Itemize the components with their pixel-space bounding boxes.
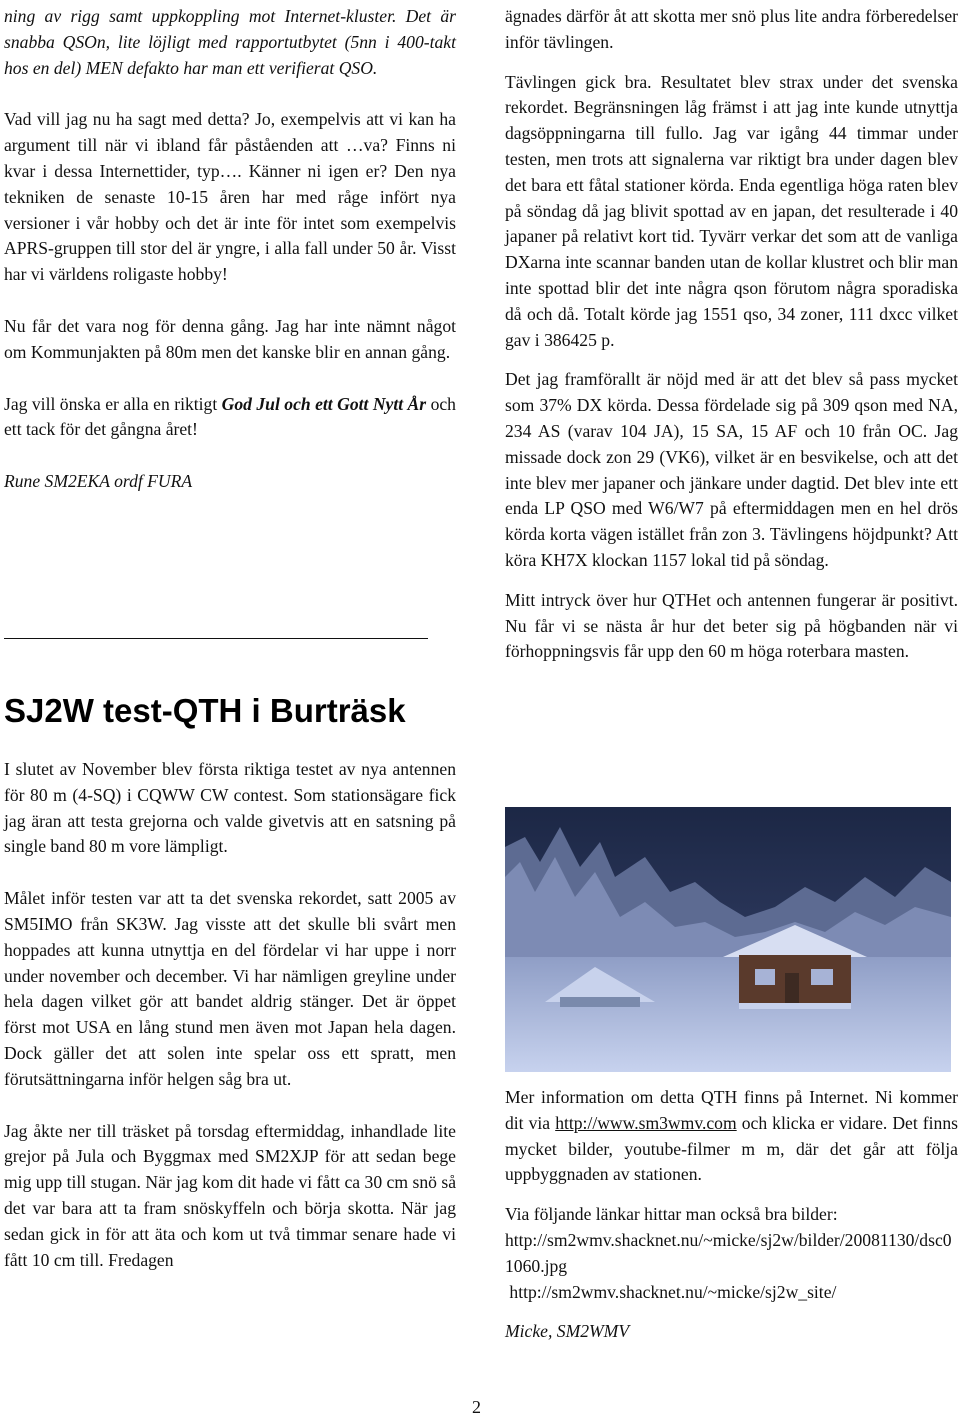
paragraph-dx-stats: Det jag framförallt är nöjd med är att det blev så pass mycket som 37% DX körda. Dessa fördelade sig på 309 qson med NA, 234 AS (varav 104 JA), 15 SA, 15 AF och 10 från OC. Jag missade dock zon 29 (VK6), vilket är en besvikelse, och att det inte blev mer japaner och jänkare under dagtid. Det blev inte ett enda LP QSO med W6/W7 på eftermiddagen men en hel drös körda korta vägen istället från zon 3. Tävlingens höjdpunkt? Att köra KH7X klockan 1157 lokal tid på söndag. (505, 369, 958, 570)
snowy-house-image (505, 807, 951, 1072)
paragraph-more-info (505, 1085, 958, 1188)
right-column (505, 0, 958, 665)
paragraph-contest-result: Tävlingen gick bra. Resultatet blev strax under det svenska rekordet. Begränsningen låg främst i att jag inte kunde utnyttja dagsöppningarna till fullo. Jag var igång 44 timmar under testen, men trots att signalerna var riktigt bra under dagen blev det bara ett fåtal stationer körda. Enda egentliga höga raten blev på söndag då jag blivit spottad av en japan, det resulterade i 40 japaner på relativt kort tid. Tyvärr verkar det som att de vanliga DXarna inte scannar banden utan de kollar klustret och blir man inte spottad blir det inte några qson förutom några sporadiska då och då. Totalt körde jag 1551 qso, 34 zoner, 111 dxcc vilket gav i 386425 p. (505, 71, 958, 350)
paragraph-impression: Mitt intryck över hur QTHet och antennen fungerar är positivt. Nu får vi se nästa år hur det beter sig på högbanden när vi förhoppningsvis får upp den 60 m höga roterbara masten. (505, 589, 958, 662)
signature-micke: Micke, SM2WMV (505, 1321, 630, 1342)
intro-paragraph: ning av rigg samt uppkoppling mot Internet-kluster. Det är snabba QSOn, lite löjligt med rapportutbytet (5nn i 400-takt hos en del) MEN defakto har man ett verifierat QSO. (4, 6, 456, 78)
article-heading: SJ2W test-QTH i Burträsk (4, 692, 406, 729)
link-site-url[interactable]: http://sm2wmv.shacknet.nu/~micke/sj2w_site/ (505, 1281, 837, 1302)
paragraph-preparations: ägnades därför åt att skotta mer snö plus lite andra förberedelser inför tävlingen. (505, 6, 958, 52)
greeting-end: och ett tack för det gångna året! (4, 393, 456, 440)
paragraph-arrival: Jag åkte ner till träsket på torsdag eftermiddag, inhandlade lite grejor på Jula och Byggmax med SM2XJP för att sedan bege mig upp till stugan. När jag kom dit hade vi fått ca 30 cm snö så det var bara att ta fram snöskyffeln och börja skotta. När jag sedan gick in för att äta och kom ut två timmar senare hade vi fått 10 cm till. Fredagen (4, 1120, 456, 1270)
paragraph-closing: Nu får det vara nog för denna gång. Jag har inte nämnt något om Kommunjakten på 80m men det kanske blir en annan gång. (4, 315, 456, 362)
paragraph-greeting (4, 392, 456, 444)
paragraph-first-test: I slutet av November blev första riktiga testet av nya antennen för 80 m (4-SQ) i CQWW CW contest. Som stationsägare fick jag äran att testa grejorna och valde givetvis att en satsning på single band 80 m vore lämpligt. (4, 759, 456, 857)
qth-winter-photo (505, 807, 951, 1072)
more-info-text: Mer information om detta QTH finns på Internet. Ni kommer dit via (505, 1087, 958, 1133)
right-links-block (505, 1085, 958, 1345)
paragraph-links-intro: Via följande länkar hittar man också bra bilder: (505, 1204, 838, 1225)
paragraph-goal: Målet inför testen var att ta det svenska rekordet, satt 2005 av SM5IMO från SK3W. Jag visste att det skulle bli svårt men hoppades att kunna utnyttja en del fördelar vi har uppe i norr under november och december. Vi har nämligen greyline under hela dagen vilket gör att bandet aldrig stänger. Det är öppet först mot USA en lång stund men även mot Japan hela dagen. Dock gäller det att solen inte spelar oss ett spratt, men förutsättningarna inför helgen såg bra ut. (4, 888, 456, 1089)
greeting-emphasis: God Jul och ett Gott Nytt År (221, 393, 427, 414)
article-body-left (4, 757, 456, 1273)
signature-rune: Rune SM2EKA ordf FURA (4, 471, 193, 492)
left-column (4, 0, 456, 495)
paragraph-argument: Vad vill jag nu ha sagt med detta? Jo, exempelvis att vi kan ha argument till när vi ibland får påståenden att …va? Finns ni kvar i dessa Internettider, typ…. Känner ni igen er? Den nya tekniken de senaste 10-15 åren har med råge infört nya versioner i vår hobby och det är inte för intet som exempelvis APRS-gruppen till stor del är yngre, i alla fall under 50 år. Visst har vi världens roligaste hobby! (4, 109, 456, 285)
greeting-text: Jag vill önska er alla en riktigt (4, 393, 222, 414)
section-divider (4, 638, 428, 639)
link-photo-url[interactable]: http://sm2wmv.shacknet.nu/~micke/sj2w/bilder/20081130/dsc01060.jpg (505, 1229, 952, 1276)
sm3wmv-link[interactable]: http://www.sm3wmv.com (555, 1112, 737, 1133)
page-number: 2 (472, 1397, 481, 1417)
more-info-rest: och klicka er vidare. Det finns mycket bilder, youtube-filmer m m, där det går att följa uppbyggnaden av stationen. (505, 1112, 958, 1185)
